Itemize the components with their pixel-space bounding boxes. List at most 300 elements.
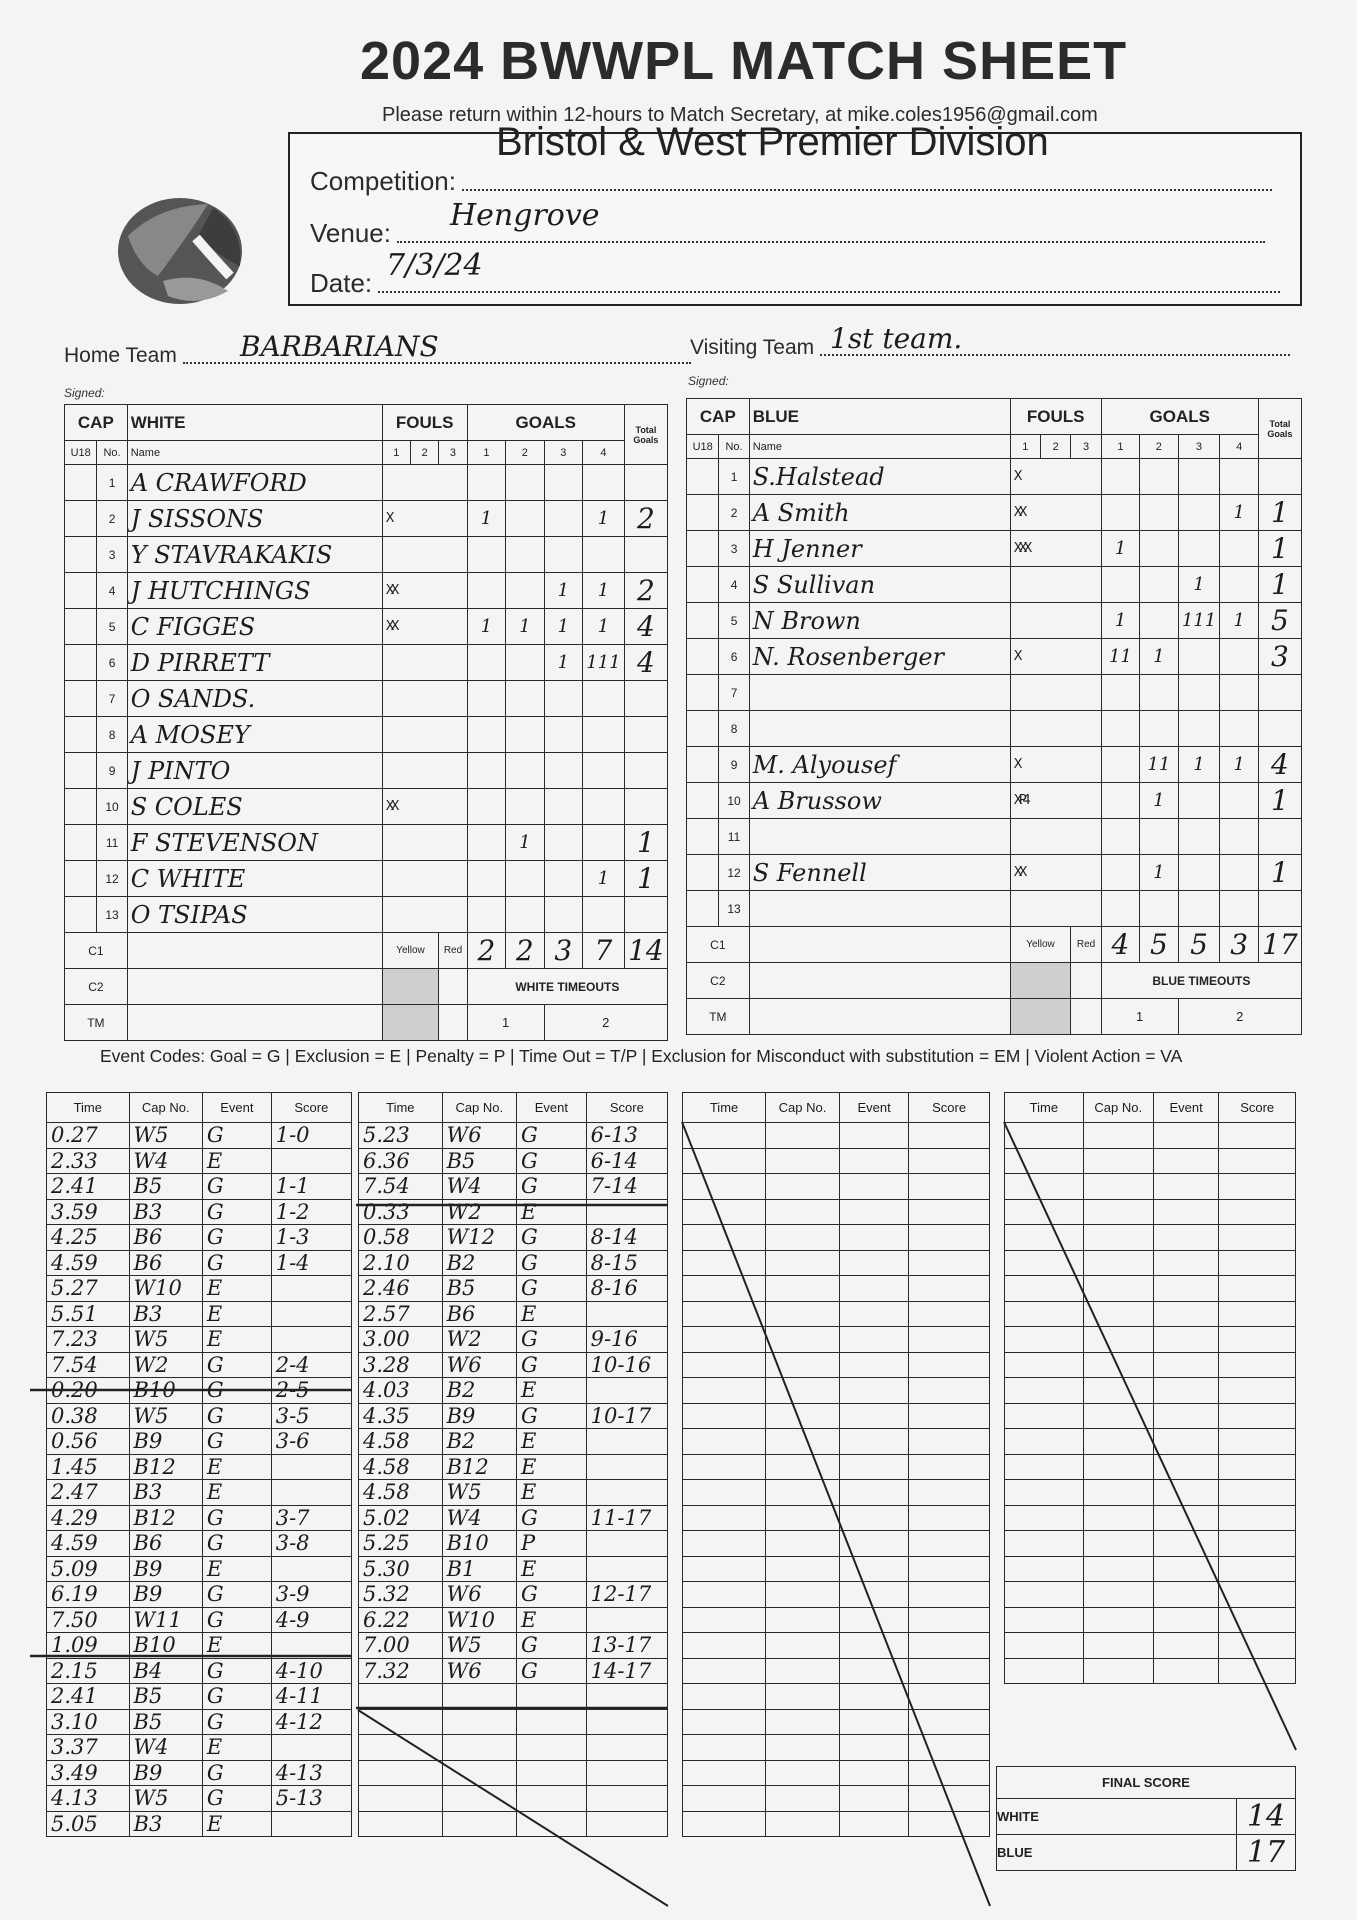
log-row	[47, 1403, 352, 1429]
goals-q3	[1178, 639, 1220, 675]
log-score: 1-1	[271, 1174, 351, 1200]
log-time: 0.38	[47, 1403, 130, 1429]
log-row	[683, 1301, 990, 1327]
log-time: 0.56	[47, 1429, 130, 1455]
player-total-goals: 3	[1258, 639, 1301, 675]
log-header-time: Time	[683, 1093, 766, 1123]
log-score	[586, 1378, 667, 1404]
log-score: 1-3	[271, 1225, 351, 1251]
log-row	[47, 1658, 352, 1684]
log-time	[683, 1123, 766, 1149]
goals-q3	[1178, 855, 1220, 891]
log-row	[359, 1582, 668, 1608]
player-row	[65, 861, 668, 897]
goals-q4	[1220, 855, 1258, 891]
log-event	[839, 1174, 908, 1200]
u18-cell	[65, 681, 97, 717]
log-score: 1-2	[271, 1199, 351, 1225]
c2-signature	[127, 969, 382, 1005]
log-event: G	[516, 1658, 586, 1684]
log-row	[47, 1454, 352, 1480]
log-row	[47, 1684, 352, 1710]
player-fouls	[1010, 675, 1101, 711]
log-header-event: Event	[202, 1093, 271, 1123]
log-event	[516, 1760, 586, 1786]
log-score	[1219, 1352, 1296, 1378]
player-row	[687, 783, 1302, 819]
name-header: Name	[749, 435, 1010, 459]
player-total-goals	[624, 789, 667, 825]
log-cap-no	[766, 1480, 840, 1506]
log-row	[683, 1633, 990, 1659]
log-event: G	[202, 1786, 271, 1812]
player-name: J SISSONS	[127, 501, 382, 537]
cap-number: 11	[719, 819, 749, 855]
log-time: 6.22	[359, 1607, 443, 1633]
log-event: G	[516, 1225, 586, 1251]
u18-header: U18	[65, 441, 97, 465]
player-fouls: X	[382, 501, 467, 537]
log-event: G	[516, 1276, 586, 1302]
log-time	[1005, 1301, 1084, 1327]
log-event	[1153, 1480, 1219, 1506]
home-team-label: Home Team	[64, 344, 177, 367]
goals-q1	[1101, 819, 1139, 855]
u18-cell	[65, 645, 97, 681]
log-header-score: Score	[1219, 1093, 1296, 1123]
goals-q2	[506, 465, 544, 501]
log-row	[1005, 1582, 1296, 1608]
log-event	[839, 1658, 908, 1684]
log-score	[586, 1709, 667, 1735]
log-event: G	[202, 1352, 271, 1378]
log-cap-no: W5	[129, 1123, 202, 1149]
log-event: G	[202, 1225, 271, 1251]
cap-number: 7	[719, 675, 749, 711]
log-score	[909, 1352, 990, 1378]
log-row	[1005, 1225, 1296, 1251]
log-row	[359, 1378, 668, 1404]
log-event: G	[202, 1378, 271, 1404]
goals-q2	[506, 717, 544, 753]
goals-q4	[1220, 783, 1258, 819]
log-score	[909, 1556, 990, 1582]
log-cap-no: B1	[442, 1556, 516, 1582]
log-time	[1005, 1148, 1084, 1174]
log-event: E	[202, 1556, 271, 1582]
log-row	[47, 1301, 352, 1327]
u18-cell	[65, 825, 97, 861]
player-total-goals: 1	[1258, 531, 1301, 567]
log-time: 1.09	[47, 1633, 130, 1659]
log-row	[359, 1658, 668, 1684]
log-header-event: Event	[1153, 1093, 1219, 1123]
log-time: 3.37	[47, 1735, 130, 1761]
log-header-row	[359, 1093, 668, 1123]
log-score: 4-13	[271, 1760, 351, 1786]
log-header-cap-no: Cap No.	[1083, 1093, 1153, 1123]
log-event	[1153, 1505, 1219, 1531]
goals-q4	[1220, 531, 1258, 567]
goals-q2	[1140, 819, 1178, 855]
number-header: No.	[97, 441, 127, 465]
goals-q1	[467, 825, 505, 861]
log-cap-no	[442, 1684, 516, 1710]
log-event: E	[516, 1480, 586, 1506]
log-event: E	[516, 1301, 586, 1327]
visiting-team-label: Visiting Team	[690, 336, 815, 359]
log-time	[1005, 1352, 1084, 1378]
goals-q1	[467, 753, 505, 789]
goals-q1: 11	[1101, 639, 1139, 675]
log-event	[839, 1633, 908, 1659]
foul-col-2: 2	[411, 441, 439, 465]
player-fouls	[382, 897, 467, 933]
player-row	[687, 531, 1302, 567]
foul-col-3: 3	[439, 441, 467, 465]
u18-cell	[687, 459, 719, 495]
log-cap-no	[766, 1760, 840, 1786]
log-event: E	[516, 1378, 586, 1404]
log-time	[1005, 1123, 1084, 1149]
log-time: 2.47	[47, 1480, 130, 1506]
goals-q4: 1	[1220, 495, 1258, 531]
log-time	[683, 1403, 766, 1429]
player-row	[687, 819, 1302, 855]
log-event: E	[516, 1429, 586, 1455]
cap-number: 9	[97, 753, 127, 789]
log-time	[1005, 1199, 1084, 1225]
total-goals-header: Total Goals	[1258, 399, 1301, 459]
log-row	[359, 1505, 668, 1531]
log-time	[359, 1811, 443, 1837]
goals-q4: 1	[1220, 603, 1258, 639]
goals-q2: 11	[1140, 747, 1178, 783]
player-name: D PIRRETT	[127, 645, 382, 681]
log-score: 3-5	[271, 1403, 351, 1429]
player-name	[749, 891, 1010, 927]
log-row	[683, 1531, 990, 1557]
log-time	[683, 1607, 766, 1633]
player-row	[65, 465, 668, 501]
log-cap-no: B5	[442, 1148, 516, 1174]
log-time	[683, 1429, 766, 1455]
player-total-goals	[1258, 675, 1301, 711]
log-cap-no	[766, 1250, 840, 1276]
log-row	[683, 1709, 990, 1735]
blue-final-total: 17	[1258, 927, 1301, 963]
goals-q4	[582, 717, 624, 753]
u18-header: U18	[687, 435, 719, 459]
goals-q3	[1178, 675, 1220, 711]
log-time: 4.59	[47, 1250, 130, 1276]
player-row	[65, 573, 668, 609]
white-q1-total: 2	[467, 933, 505, 969]
log-time: 5.23	[359, 1123, 443, 1149]
log-event: G	[202, 1199, 271, 1225]
u18-cell	[687, 567, 719, 603]
log-time: 4.58	[359, 1480, 443, 1506]
log-event	[1153, 1454, 1219, 1480]
player-name: S Sullivan	[749, 567, 1010, 603]
log-row	[47, 1556, 352, 1582]
log-score	[1219, 1658, 1296, 1684]
log-time	[359, 1684, 443, 1710]
venue-value: Hengrove	[450, 198, 600, 233]
goals-q2	[1140, 603, 1178, 639]
log-event	[839, 1199, 908, 1225]
log-row	[1005, 1505, 1296, 1531]
visiting-team-row	[690, 336, 1290, 360]
log-event	[839, 1811, 908, 1837]
log-cap-no: W2	[442, 1199, 516, 1225]
log-cap-no: B3	[129, 1301, 202, 1327]
log-row	[359, 1225, 668, 1251]
log-time: 5.32	[359, 1582, 443, 1608]
blue-timeout-2: 2	[1178, 999, 1301, 1035]
log-time	[1005, 1403, 1084, 1429]
log-row	[359, 1607, 668, 1633]
u18-cell	[65, 609, 97, 645]
goals-header: GOALS	[1101, 399, 1258, 435]
log-event	[839, 1352, 908, 1378]
u18-cell	[687, 855, 719, 891]
goals-q4	[1220, 459, 1258, 495]
log-event	[839, 1709, 908, 1735]
log-score: 1-4	[271, 1250, 351, 1276]
event-log-table-3	[682, 1092, 990, 1837]
goals-q1	[1101, 747, 1139, 783]
log-row	[359, 1250, 668, 1276]
u18-cell	[65, 537, 97, 573]
log-score	[271, 1327, 351, 1353]
log-time	[683, 1658, 766, 1684]
player-row	[65, 609, 668, 645]
log-cap-no	[1083, 1582, 1153, 1608]
final-blue-label: BLUE	[997, 1835, 1237, 1871]
log-event	[1153, 1403, 1219, 1429]
sheet-title: 2024 BWWPL MATCH SHEET	[360, 31, 1128, 91]
log-event: G	[516, 1123, 586, 1149]
event-log-table-2	[358, 1092, 668, 1837]
player-name: C FIGGES	[127, 609, 382, 645]
yellow-card-box	[1010, 963, 1071, 999]
goals-q2	[506, 861, 544, 897]
cap-number: 1	[97, 465, 127, 501]
log-event: E	[202, 1276, 271, 1302]
cap-header: CAP	[687, 399, 750, 435]
log-row	[1005, 1148, 1296, 1174]
u18-cell	[687, 495, 719, 531]
log-time: 0.58	[359, 1225, 443, 1251]
foul-col-1: 1	[382, 441, 410, 465]
log-row	[1005, 1658, 1296, 1684]
cap-number: 6	[97, 645, 127, 681]
log-score	[909, 1607, 990, 1633]
log-time	[1005, 1174, 1084, 1200]
goals-q2: 1	[506, 825, 544, 861]
goals-q1: 1	[467, 501, 505, 537]
log-row	[47, 1505, 352, 1531]
log-time	[683, 1633, 766, 1659]
player-fouls: XX	[1010, 495, 1101, 531]
log-event	[839, 1378, 908, 1404]
log-cap-no: B5	[129, 1709, 202, 1735]
log-time: 5.05	[47, 1811, 130, 1837]
log-cap-no: W4	[442, 1174, 516, 1200]
log-time: 7.32	[359, 1658, 443, 1684]
cap-number: 2	[719, 495, 749, 531]
log-time	[683, 1378, 766, 1404]
log-cap-no: B12	[129, 1505, 202, 1531]
player-name: J HUTCHINGS	[127, 573, 382, 609]
log-header-cap-no: Cap No.	[766, 1093, 840, 1123]
log-event: G	[516, 1403, 586, 1429]
log-cap-no: W5	[129, 1786, 202, 1812]
log-time	[359, 1709, 443, 1735]
log-cap-no	[1083, 1505, 1153, 1531]
log-score	[1219, 1403, 1296, 1429]
log-score: 3-8	[271, 1531, 351, 1557]
player-row	[687, 603, 1302, 639]
cap-number: 10	[97, 789, 127, 825]
goals-q3	[544, 825, 582, 861]
goals-q2	[1140, 711, 1178, 747]
u18-cell	[687, 603, 719, 639]
log-cap-no	[1083, 1276, 1153, 1302]
final-blue-score: 17	[1237, 1835, 1296, 1871]
log-event	[839, 1531, 908, 1557]
log-event: E	[202, 1327, 271, 1353]
log-score	[1219, 1123, 1296, 1149]
log-score	[271, 1556, 351, 1582]
log-score	[909, 1786, 990, 1812]
goals-q1	[467, 789, 505, 825]
log-row	[47, 1148, 352, 1174]
log-cap-no	[1083, 1250, 1153, 1276]
goals-q3: 1	[544, 645, 582, 681]
log-event	[839, 1760, 908, 1786]
log-row	[1005, 1480, 1296, 1506]
goals-q3	[1178, 819, 1220, 855]
tm-signature	[127, 1005, 382, 1041]
log-score: 3-7	[271, 1505, 351, 1531]
u18-cell	[65, 717, 97, 753]
log-time: 5.25	[359, 1531, 443, 1557]
log-cap-no	[442, 1786, 516, 1812]
log-event	[1153, 1633, 1219, 1659]
log-time	[359, 1735, 443, 1761]
log-event: G	[516, 1148, 586, 1174]
red-card-box-tm	[1071, 999, 1101, 1035]
log-event	[839, 1123, 908, 1149]
player-row	[687, 855, 1302, 891]
player-fouls: XX	[382, 609, 467, 645]
player-total-goals	[624, 897, 667, 933]
log-event: G	[202, 1505, 271, 1531]
log-row	[47, 1225, 352, 1251]
log-row	[47, 1582, 352, 1608]
goals-q1	[1101, 567, 1139, 603]
player-row	[687, 711, 1302, 747]
log-row	[359, 1276, 668, 1302]
log-score	[1219, 1174, 1296, 1200]
log-cap-no: B6	[129, 1250, 202, 1276]
final-score-table	[996, 1766, 1296, 1871]
u18-cell	[687, 639, 719, 675]
log-cap-no: W10	[442, 1607, 516, 1633]
log-score	[1219, 1429, 1296, 1455]
log-time: 3.00	[359, 1327, 443, 1353]
goals-q4: 1	[582, 573, 624, 609]
goals-q4: 1	[582, 861, 624, 897]
log-row	[683, 1454, 990, 1480]
log-cap-no: W6	[442, 1582, 516, 1608]
log-row	[47, 1276, 352, 1302]
log-time	[683, 1301, 766, 1327]
player-row	[65, 501, 668, 537]
player-fouls	[382, 753, 467, 789]
player-row	[65, 753, 668, 789]
log-event	[516, 1786, 586, 1812]
player-row	[687, 495, 1302, 531]
log-score	[586, 1531, 667, 1557]
log-score	[586, 1786, 667, 1812]
log-event	[839, 1276, 908, 1302]
red-card-box-tm	[439, 1005, 467, 1041]
log-cap-no	[1083, 1480, 1153, 1506]
cap-number: 11	[97, 825, 127, 861]
log-cap-no	[766, 1123, 840, 1149]
cap-number: 7	[97, 681, 127, 717]
log-time: 5.02	[359, 1505, 443, 1531]
log-score	[271, 1811, 351, 1837]
log-score: 6-14	[586, 1148, 667, 1174]
log-score	[909, 1225, 990, 1251]
log-time: 3.10	[47, 1709, 130, 1735]
log-time: 2.15	[47, 1658, 130, 1684]
log-score: 8-15	[586, 1250, 667, 1276]
log-cap-no	[766, 1225, 840, 1251]
player-fouls	[1010, 711, 1101, 747]
log-cap-no	[766, 1148, 840, 1174]
log-score	[909, 1403, 990, 1429]
log-cap-no	[766, 1531, 840, 1557]
c2-label: C2	[65, 969, 128, 1005]
goals-q2	[506, 645, 544, 681]
log-cap-no: B9	[129, 1429, 202, 1455]
log-event: E	[516, 1199, 586, 1225]
log-cap-no	[766, 1786, 840, 1812]
log-cap-no	[1083, 1607, 1153, 1633]
goals-q4	[1220, 711, 1258, 747]
yellow-card-label: Yellow	[1010, 927, 1071, 963]
player-total-goals	[624, 717, 667, 753]
blue-roster-table	[686, 398, 1302, 1035]
goals-q2	[1140, 675, 1178, 711]
player-name: N Brown	[749, 603, 1010, 639]
goals-q3	[544, 753, 582, 789]
log-header-score: Score	[271, 1093, 351, 1123]
log-score	[909, 1327, 990, 1353]
u18-cell	[65, 501, 97, 537]
log-score	[909, 1199, 990, 1225]
goals-q3	[544, 501, 582, 537]
c1-signature	[127, 933, 382, 969]
cap-number: 4	[719, 567, 749, 603]
log-time: 0.27	[47, 1123, 130, 1149]
log-score	[586, 1684, 667, 1710]
